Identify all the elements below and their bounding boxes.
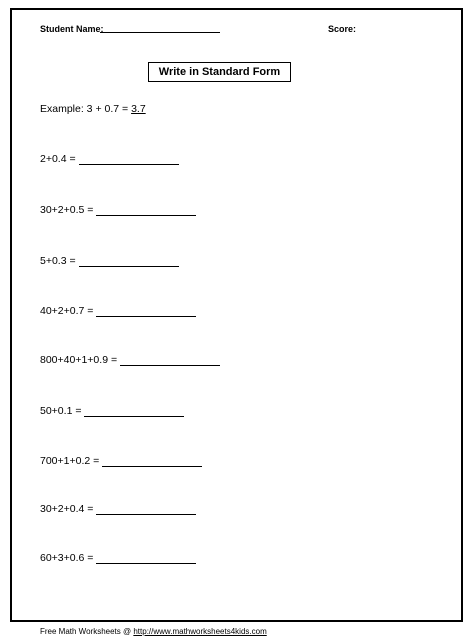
answer-blank: [84, 406, 184, 417]
student-name-line: [100, 22, 220, 33]
worksheet-title-text: Write in Standard Form: [158, 66, 281, 78]
problem-row: [40, 255, 179, 267]
footer: [40, 627, 267, 636]
score-label: Score:: [328, 24, 357, 34]
problem-row: [40, 354, 220, 366]
problem-row: [40, 552, 196, 564]
footer-link[interactable]: http://www.mathworksheets4kids.com: [133, 627, 267, 636]
problem-row: [40, 503, 196, 515]
answer-blank: [96, 553, 196, 564]
footer-text: Free Math Worksheets @: [40, 627, 134, 636]
problem-expression: 30+2+0.4 =: [40, 503, 94, 515]
answer-blank: [79, 154, 179, 165]
problem-row: [40, 153, 179, 165]
answer-blank: [96, 205, 196, 216]
problem-expression: 5+0.3 =: [40, 255, 76, 267]
problem-expression: 2+0.4 =: [40, 153, 76, 165]
problem-expression: 60+3+0.6 =: [40, 552, 94, 564]
problem-expression: 50+0.1 =: [40, 405, 82, 417]
problem-expression: 800+40+1+0.9 =: [40, 354, 118, 366]
problem-expression: 700+1+0.2 =: [40, 455, 100, 467]
problem-row: [40, 305, 196, 317]
answer-blank: [96, 306, 196, 317]
problem-row: [40, 204, 196, 216]
answer-blank: [102, 456, 202, 467]
example-answer: 3.7: [131, 103, 146, 115]
worksheet-title: [148, 62, 291, 82]
example-prefix: Example: 3 + 0.7 =: [40, 103, 132, 115]
answer-blank: [96, 504, 196, 515]
answer-blank: [79, 256, 179, 267]
student-name-label: Student Name:: [40, 24, 104, 34]
example-line: [40, 103, 146, 115]
problem-expression: 30+2+0.5 =: [40, 204, 94, 216]
problem-row: [40, 405, 184, 417]
problem-expression: 40+2+0.7 =: [40, 305, 94, 317]
problem-row: [40, 455, 202, 467]
answer-blank: [120, 355, 220, 366]
